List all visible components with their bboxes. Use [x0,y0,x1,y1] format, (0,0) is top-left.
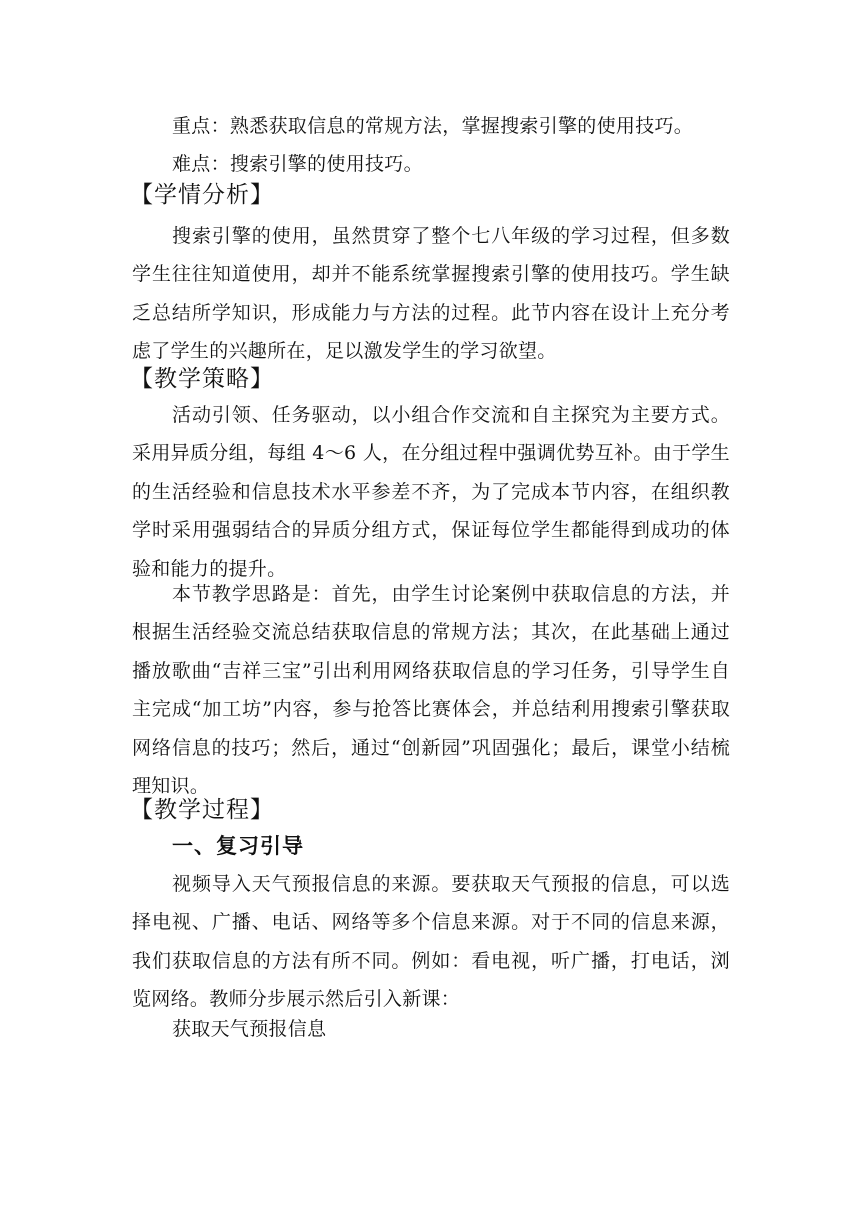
difficulty-line: 难点：搜索引擎的使用技巧。 [172,153,423,175]
paragraph-teaching-strategy-2: 本节教学思路是：首先，由学生讨论案例中获取信息的方法，并根据生活经验交流总结获取信息的常规方法；其次，在此基础上通过播放歌曲“吉祥三宝”引出利用网络获取信息的学习任务，引导学生自主完成“加工坊”内容，参与抢答比赛体会，并总结利用搜索引擎获取网络信息的技巧；然后，通过“创新园”巩固强化；最后，课堂小结梳理知识。 [132,583,730,798]
heading-teaching-strategy: 【教学策略】 [130,366,274,392]
weather-info-line: 获取天气预报信息 [172,1018,327,1040]
heading-student-analysis: 【学情分析】 [130,182,274,208]
focus-line: 重点：熟悉获取信息的常规方法，掌握搜索引擎的使用技巧。 [172,115,694,137]
heading-teaching-process: 【教学过程】 [130,797,274,823]
paragraph-review: 视频导入天气预报信息的来源。要获取天气预报的信息，可以选择电视、广播、电话、网络等多个信息来源。对于不同的信息来源，我们获取信息的方法有所不同。例如：看电视，听广播，打电话，浏览网络。教师分步展示然后引入新课： [132,873,730,1011]
paragraph-teaching-strategy-1: 活动引领、任务驱动，以小组合作交流和自主探究为主要方式。采用异质分组，每组 4～6 人，在分组过程中强调优势互补。由于学生的生活经验和信息技术水平参差不齐，为了完成本节内容，在组织教学时采用强弱结合的异质分组方式，保证每位学生都能得到成功的体验和能力的提升。 [132,404,730,580]
subheading-review: 一、复习引导 [172,834,304,858]
paragraph-student-analysis: 搜索引擎的使用，虽然贯穿了整个七八年级的学习过程，但多数学生往往知道使用，却并不能系统掌握搜索引擎的使用技巧。学生缺乏总结所学知识，形成能力与方法的过程。此节内容在设计上充分考虑了学生的兴趣所在，足以激发学生的学习欲望。 [132,225,730,363]
